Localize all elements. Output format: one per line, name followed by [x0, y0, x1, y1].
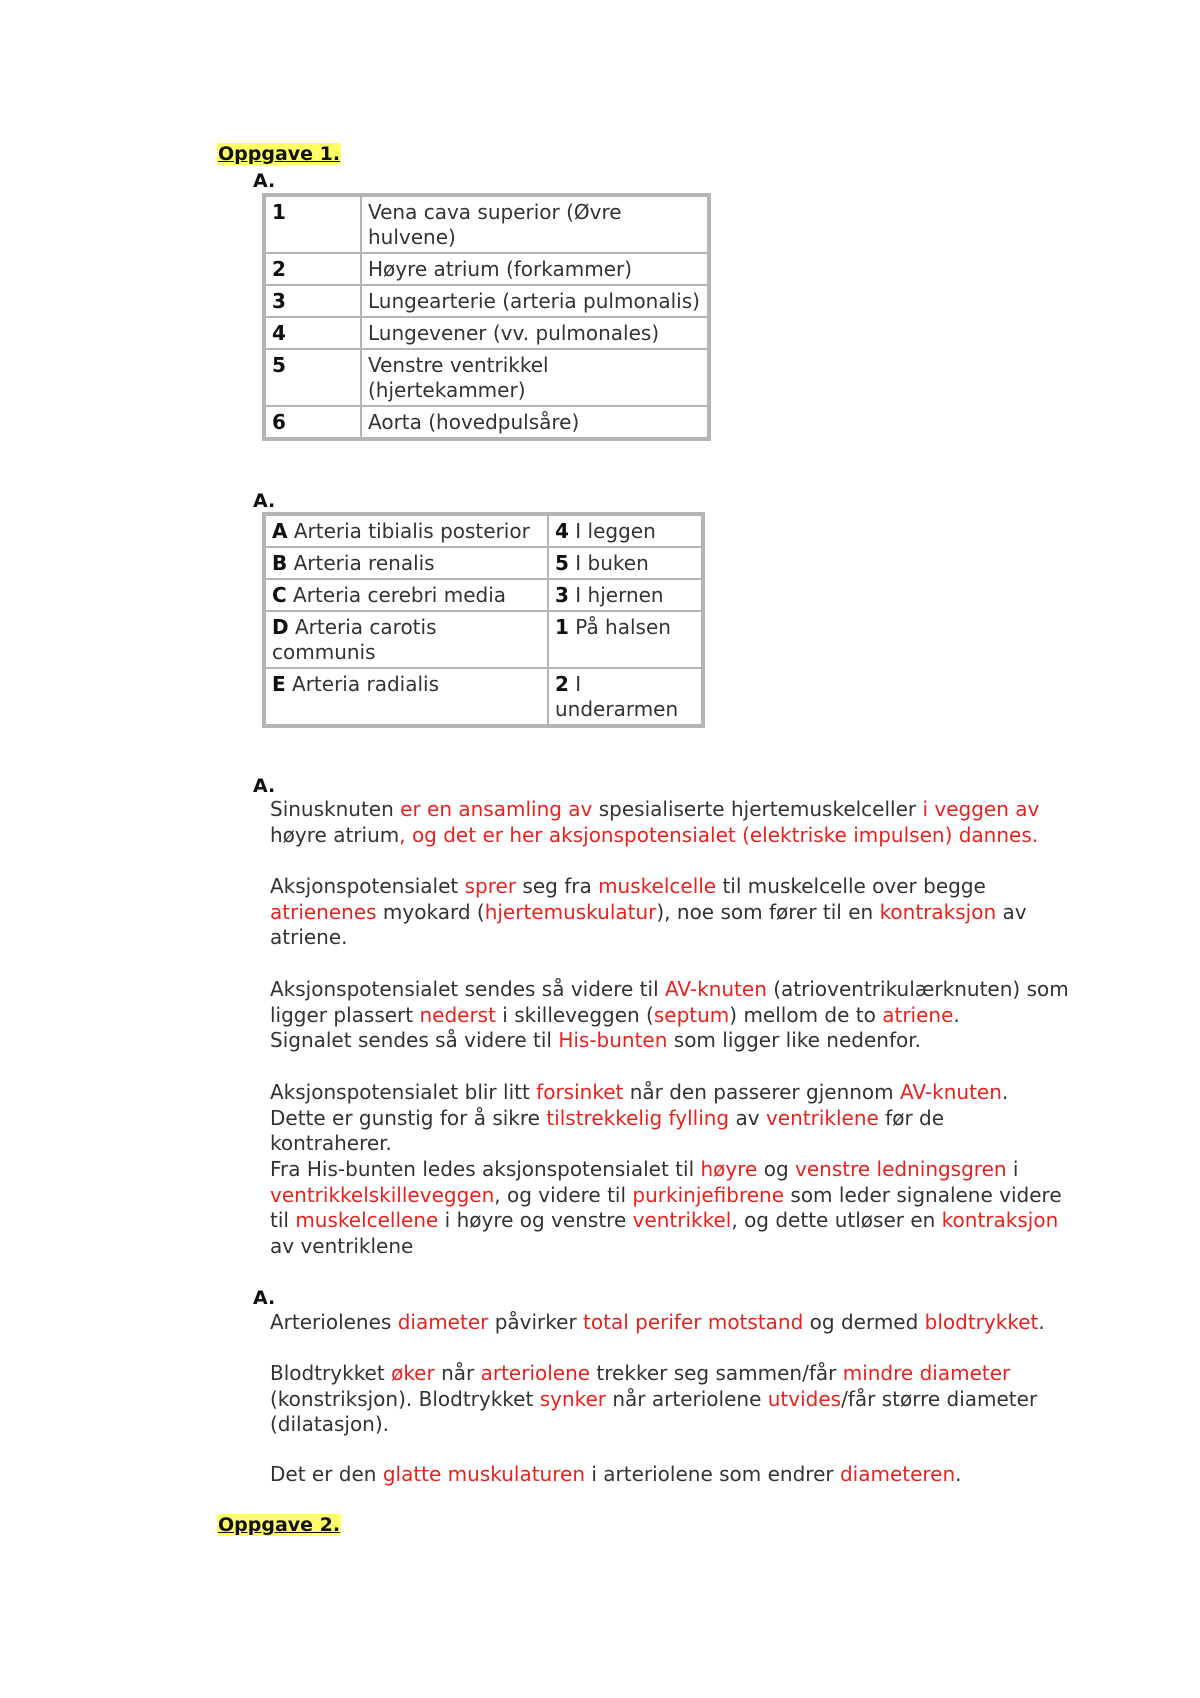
text-run: .: [953, 1002, 960, 1027]
arteriole-diameter-paragraph: [270, 1310, 1070, 1336]
answer-term: diameteren: [839, 1462, 956, 1486]
artery-location: I leggen: [575, 519, 656, 543]
atrial-spread-paragraph: [270, 874, 1070, 951]
structure-name: Lungearterie (arteria pulmonalis): [361, 285, 708, 317]
smooth-muscle-paragraph: [270, 1462, 1070, 1488]
structure-name: Aorta (hovedpulsåre): [361, 406, 708, 438]
his-bundle-text: [270, 1028, 1070, 1054]
text-run: og: [757, 1157, 795, 1181]
structure-name: Lungevener (vv. pulmonales): [361, 317, 708, 349]
row-number: 3: [272, 289, 286, 313]
section-a-label: A.: [253, 170, 276, 192]
answer-term: ventrikkel: [632, 1208, 732, 1232]
row-number: 4: [272, 321, 286, 345]
text-run: , og videre til: [494, 1182, 633, 1207]
text-run: Aksjonspotensialet sendes så videre til: [270, 977, 665, 1001]
artery-location: I hjernen: [575, 583, 664, 607]
text-run: Det er den: [270, 1462, 383, 1486]
answer-term: His-bunten: [558, 1028, 668, 1052]
answer-term: nederst: [419, 1002, 496, 1027]
artery-location: I underarmen: [555, 672, 679, 721]
table-row: [265, 515, 702, 547]
section-c-label: A.: [253, 775, 276, 797]
location-number: 5: [555, 551, 569, 575]
location-number: 2: [555, 672, 569, 696]
text-run: Sinusknuten: [270, 797, 394, 821]
text-run: av: [729, 1105, 766, 1130]
table-row: [265, 611, 702, 668]
table-row: [265, 668, 702, 725]
answer-term: diameter: [397, 1310, 489, 1334]
answer-term: tilstrekkelig fylling: [546, 1105, 730, 1130]
table-row: [265, 196, 708, 253]
text-run: Aksjonspotensialet: [270, 874, 465, 898]
table-row: [265, 579, 702, 611]
answer-term: glatte muskulaturen: [382, 1462, 585, 1486]
blood-pressure-paragraph: [270, 1361, 1070, 1438]
artery-name: Arteria cerebri media: [293, 583, 507, 607]
sinus-node-paragraph: [270, 797, 1070, 848]
answer-term: atrienenes: [270, 899, 377, 924]
text-run: påvirker: [488, 1310, 584, 1334]
table-row: [265, 406, 708, 438]
text-run: av ventriklene: [270, 1233, 414, 1258]
text-run: i: [1006, 1157, 1019, 1181]
text-run: trekker seg sammen/får: [590, 1361, 843, 1385]
section-d-label: A.: [253, 1287, 276, 1309]
table-row: [265, 547, 702, 579]
artery-letter: B: [272, 551, 288, 575]
text-run: høyre atrium: [270, 822, 400, 847]
arteries-table: [262, 512, 705, 728]
answer-term: øker: [391, 1361, 435, 1385]
text-run: til muskelcelle over begge: [716, 874, 986, 898]
answer-term: , og det er her aksjonspotensialet (elektriske impulsen) dannes.: [399, 822, 1039, 847]
answer-term: ventriklene: [765, 1105, 879, 1130]
location-number: 4: [555, 519, 569, 543]
text-run: .: [1038, 1310, 1045, 1334]
artery-letter: C: [272, 583, 287, 607]
text-run: , og dette utløser en: [731, 1208, 942, 1232]
answer-term: høyre: [700, 1157, 758, 1181]
answer-term: forsinket: [536, 1080, 624, 1104]
artery-name: Arteria carotis communis: [272, 615, 437, 664]
answer-term: i veggen av: [916, 797, 1040, 821]
artery-letter: A: [272, 519, 288, 543]
artery-name: Arteria renalis: [293, 551, 435, 575]
text-run: i skilleveggen (: [495, 1002, 654, 1027]
answer-term: kontraksjon: [879, 899, 997, 924]
artery-name: Arteria radialis: [292, 672, 439, 696]
artery-location: På halsen: [575, 615, 671, 639]
row-number: 5: [272, 353, 286, 377]
text-run: i høyre og venstre: [438, 1208, 633, 1232]
answer-term: kontraksjon: [941, 1208, 1059, 1232]
answer-term: purkinjefibrene: [632, 1182, 785, 1207]
answer-term: muskelcellene: [295, 1208, 439, 1232]
heart-structures-table: [262, 193, 711, 441]
structure-name: Høyre atrium (forkammer): [361, 253, 708, 285]
artery-letter: D: [272, 615, 289, 639]
text-run: (konstriksjon). Blodtrykket: [270, 1386, 540, 1411]
answer-term: venstre ledningsgren: [795, 1157, 1007, 1181]
answer-term: sprer: [464, 874, 517, 898]
text-run: når den passerer gjennom: [623, 1080, 900, 1104]
table-row: [265, 349, 708, 406]
av-node-text: [270, 977, 1070, 1028]
av-delay-paragraph: [270, 1080, 1070, 1157]
section-b-label: A.: [253, 490, 276, 512]
text-run: Signalet sendes så videre til: [270, 1028, 559, 1052]
answer-term: septum: [653, 1002, 730, 1027]
text-run: Arteriolenes: [270, 1310, 398, 1334]
answer-term: total perifer motstand: [583, 1310, 804, 1334]
answer-term: er en ansamling av: [393, 797, 599, 821]
text-run: seg fra: [516, 874, 599, 898]
table-row: [265, 317, 708, 349]
answer-term: muskelcelle: [598, 874, 717, 898]
text-run: (atrioventrikulærknuten) som ligger plassert: [270, 977, 1069, 1027]
text-run: . Dette er gunstig for å sikre: [270, 1080, 1009, 1130]
table-row: [265, 253, 708, 285]
answer-term: utvides: [767, 1386, 842, 1411]
oppgave2-heading: Oppgave 2.: [218, 1514, 341, 1536]
text-run: og dermed: [803, 1310, 925, 1334]
text-run: når arteriolene: [606, 1386, 768, 1411]
row-number: 6: [272, 410, 286, 434]
text-run: spesialiserte hjertemuskelceller: [598, 797, 917, 821]
answer-term: blodtrykket: [924, 1310, 1039, 1334]
artery-location: I buken: [575, 551, 649, 575]
answer-term: ventrikkelskilleveggen: [270, 1182, 495, 1207]
text-run: .: [955, 1462, 962, 1486]
text-run: når: [434, 1361, 481, 1385]
text-run: før de kontraherer.: [270, 1105, 945, 1155]
location-number: 3: [555, 583, 569, 607]
answer-term: hjertemuskulatur: [484, 899, 657, 924]
text-run: Fra His-bunten ledes aksjonspotensialet til: [270, 1157, 701, 1181]
text-run: i arteriolene som endrer: [585, 1462, 840, 1486]
artery-letter: E: [272, 672, 286, 696]
text-run: myokard (: [376, 899, 485, 924]
oppgave1-heading: Oppgave 1.: [218, 143, 341, 165]
text-run: ), noe som fører til en: [656, 899, 880, 924]
table-row: [265, 285, 708, 317]
answer-term: arteriolene: [480, 1361, 591, 1385]
text-run: /får større diameter (dilatasjon).: [270, 1386, 1038, 1436]
row-number: 2: [272, 257, 286, 281]
text-run: som leder signalene videre til: [270, 1182, 1062, 1232]
text-run: Aksjonspotensialet blir litt: [270, 1080, 537, 1104]
artery-name: Arteria tibialis posterior: [293, 519, 530, 543]
text-run: som ligger like nedenfor.: [667, 1028, 921, 1052]
text-run: av atriene.: [270, 899, 1027, 949]
row-number: 1: [272, 200, 286, 224]
answer-term: atriene: [882, 1002, 954, 1027]
text-run: ) mellom de to: [729, 1002, 883, 1027]
text-run: Blodtrykket: [270, 1361, 392, 1385]
location-number: 1: [555, 615, 569, 639]
av-node-paragraph: [270, 977, 1070, 1054]
structure-name: Vena cava superior (Øvre hulvene): [361, 196, 708, 253]
answer-term: synker: [539, 1386, 607, 1411]
answer-term: AV-knuten: [900, 1080, 1002, 1104]
structure-name: Venstre ventrikkel (hjertekammer): [361, 349, 708, 406]
ventricle-conduction-paragraph: [270, 1157, 1070, 1259]
answer-term: AV-knuten: [664, 977, 767, 1001]
answer-term: mindre diameter: [842, 1361, 1011, 1385]
